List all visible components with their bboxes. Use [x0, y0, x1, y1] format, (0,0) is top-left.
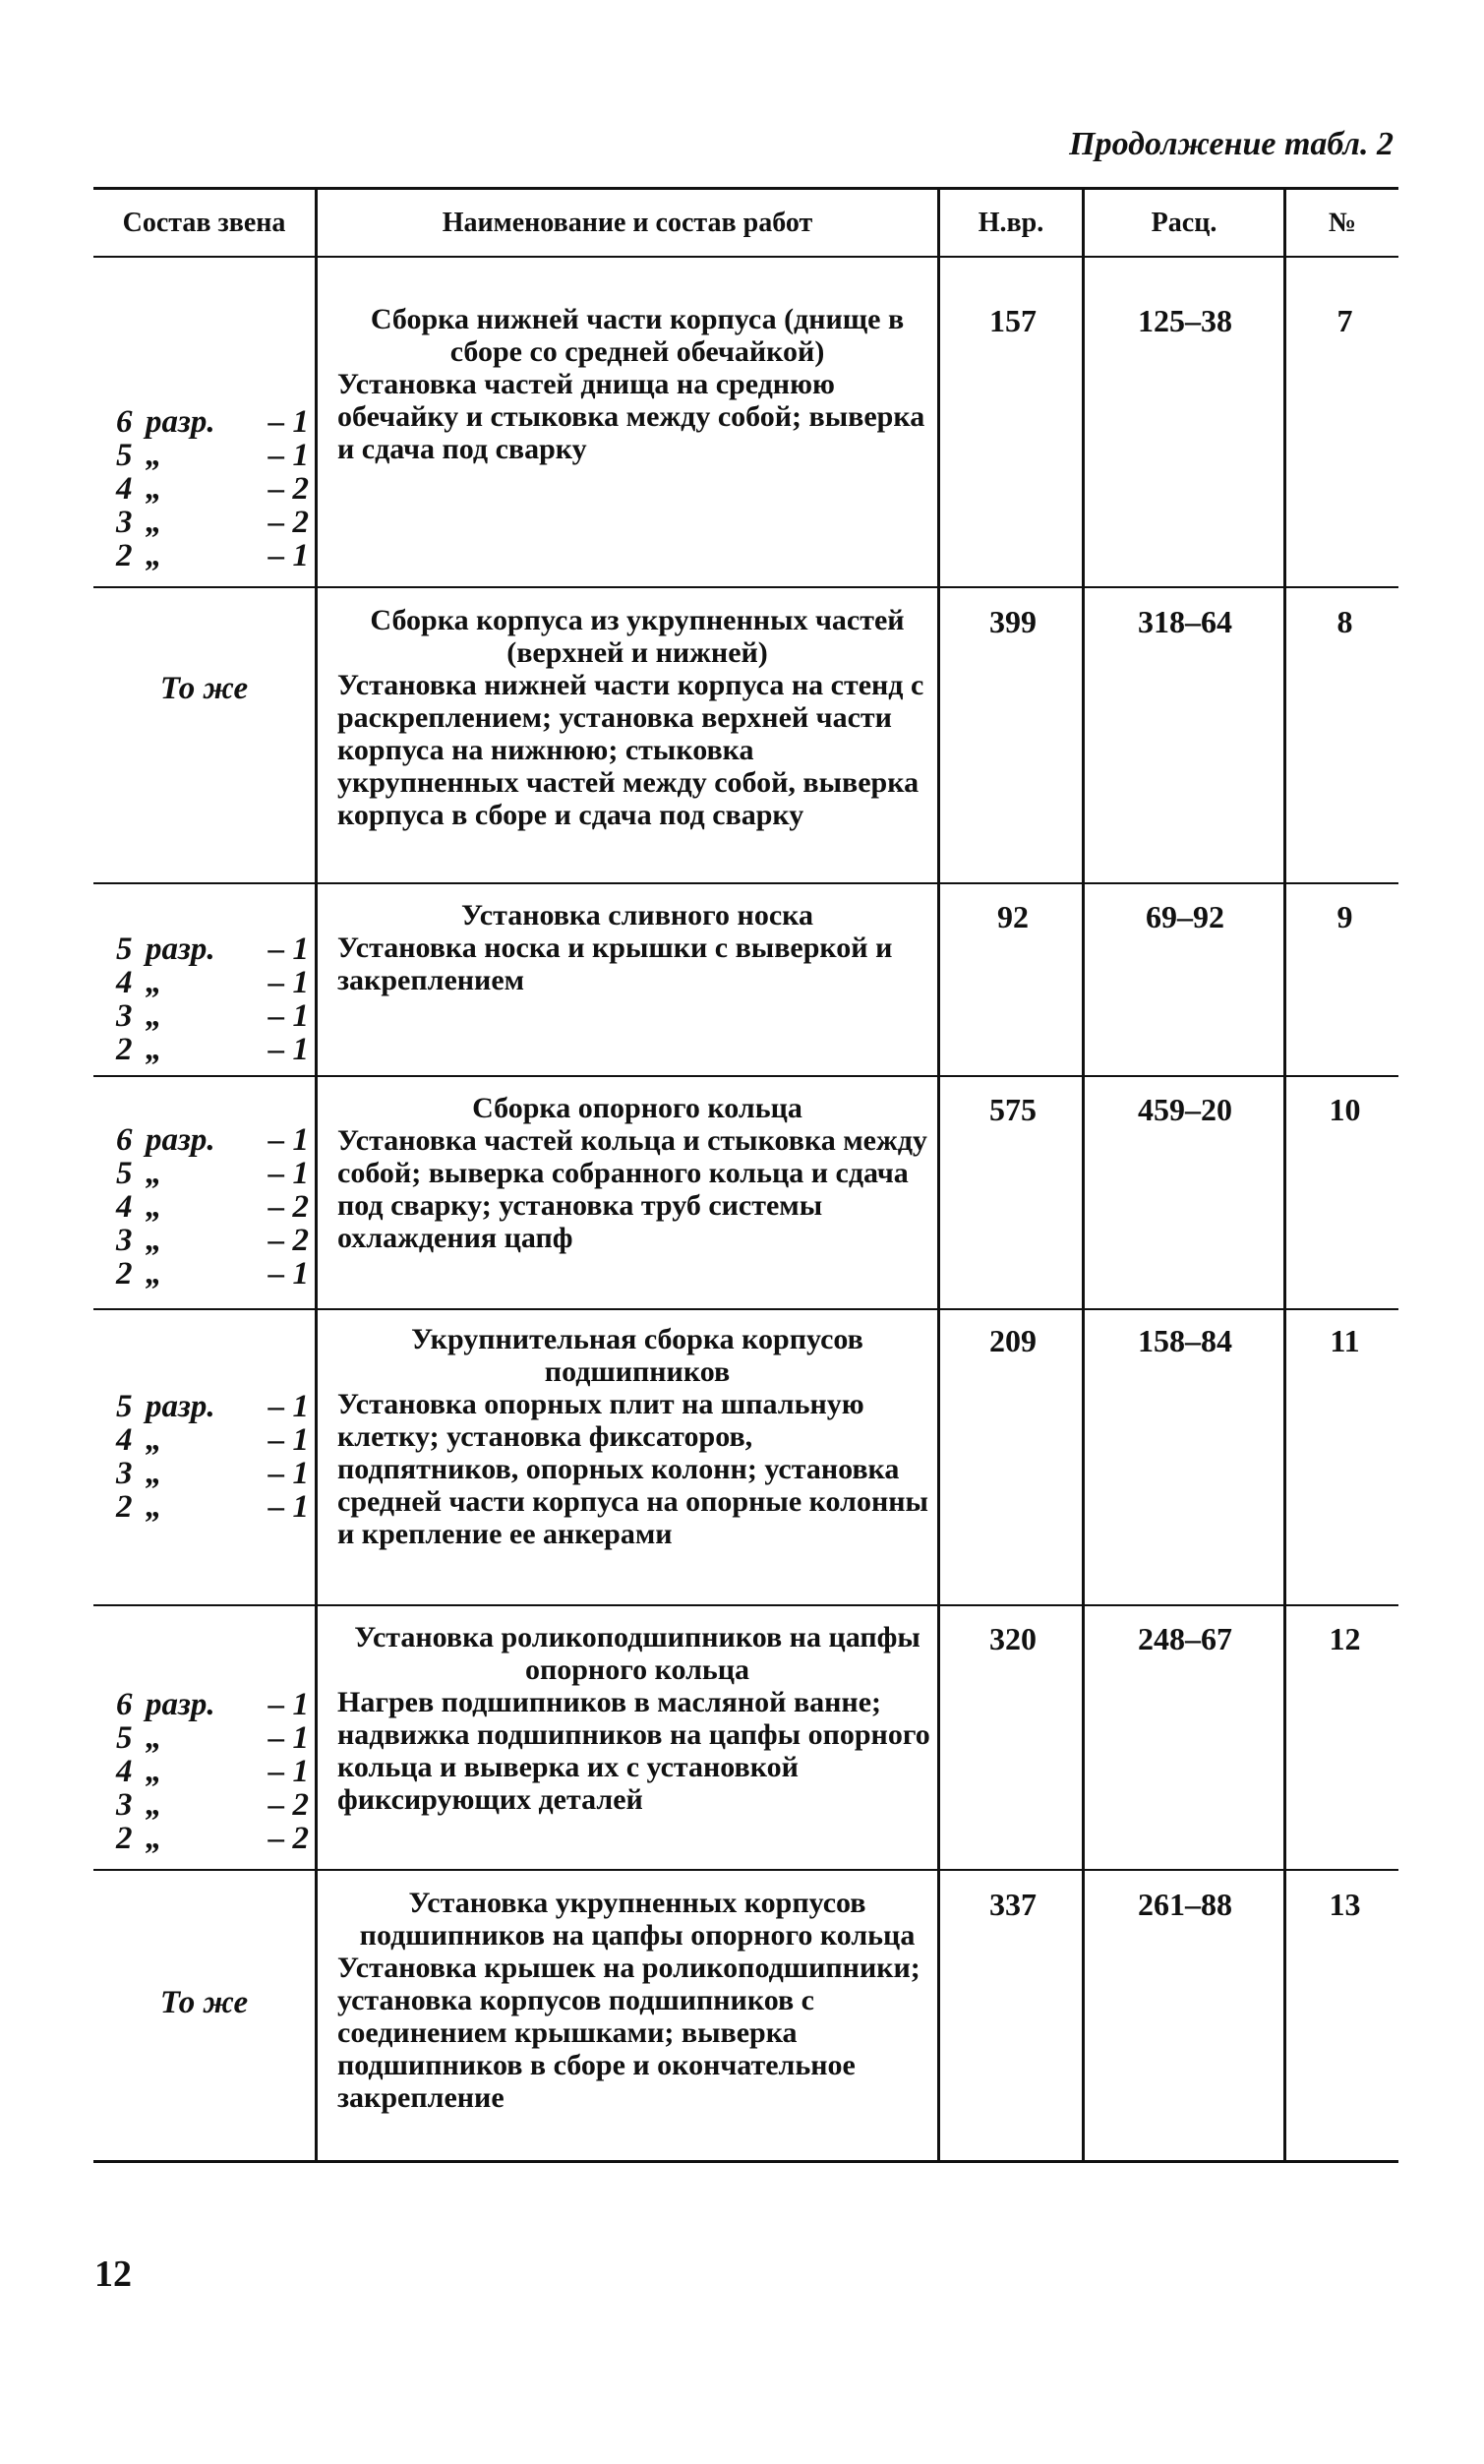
rate-value: 158–84 — [1138, 1323, 1232, 1358]
team-line: 6 разр. – 1 — [116, 404, 309, 440]
rate-value: 69–92 — [1146, 899, 1224, 934]
header-number: № — [1328, 208, 1357, 238]
team-line: 3 „ – 2 — [116, 505, 309, 540]
row-divider — [93, 1308, 1398, 1310]
work-description: Установка носка и крышки с выверкой и закреплением — [337, 932, 893, 996]
team-line: 2 „ – 1 — [116, 538, 309, 573]
header-work: Наименование и состав работ — [442, 208, 813, 238]
table-caption: Продолжение табл. 2 — [1069, 126, 1394, 162]
team-line: 5 „ – 1 — [116, 1156, 309, 1191]
team-line: 3 „ – 1 — [116, 1456, 309, 1491]
row-divider — [93, 882, 1398, 884]
team-line: 4 „ – 1 — [116, 1754, 309, 1789]
work-cell — [337, 1323, 937, 1550]
work-title: Сборка корпуса из укрупненных частей (верхней и нижней) — [370, 604, 905, 669]
team-line: 4 „ – 1 — [116, 965, 309, 1000]
row-divider — [93, 1604, 1398, 1606]
work-cell — [337, 604, 937, 831]
row-divider — [93, 1075, 1398, 1077]
team-line: 2 „ – 2 — [116, 1821, 309, 1856]
norm-time: 337 — [989, 1887, 1037, 1922]
team-line: 2 „ – 1 — [116, 1489, 309, 1525]
work-description: Нагрев подшипников в масляной ванне; надвижка подшипников на цапфы опорного кольца и выверка их с установкой фиксирующих деталей — [337, 1686, 930, 1816]
work-cell — [337, 1092, 937, 1254]
row-divider — [93, 1869, 1398, 1871]
work-title: Установка укрупненных корпусов подшипников на цапфы опорного кольца — [359, 1887, 916, 1952]
team-line: 5 разр. – 1 — [116, 932, 309, 967]
team-line: 5 разр. – 1 — [116, 1389, 309, 1424]
column-divider — [1283, 187, 1286, 2163]
team-line: 3 „ – 1 — [116, 998, 309, 1034]
work-description: Установка опорных плит на шпальную клетку; установка фиксаторов, подпятников, опорных колонн; установка средней части корпуса на опорные колонны и крепление ее анкерами — [337, 1388, 928, 1550]
work-cell — [337, 1621, 937, 1816]
team-line: 6 разр. – 1 — [116, 1122, 309, 1158]
header-rate: Расц. — [1151, 208, 1217, 238]
team-composition — [116, 1390, 309, 1524]
header-team: Состав звена — [122, 208, 286, 238]
work-description: Установка частей кольца и стыковка между собой; выверка собранного кольца и сдача под сварку; установка труб системы охлаждения цапф — [337, 1124, 927, 1254]
row-number: 8 — [1336, 604, 1353, 639]
column-divider — [1082, 187, 1085, 2163]
norm-time: 320 — [989, 1621, 1037, 1656]
column-divider — [937, 187, 940, 2163]
table-top-rule — [93, 187, 1398, 190]
norm-time: 575 — [989, 1092, 1037, 1127]
row-number: 13 — [1329, 1887, 1361, 1922]
work-cell — [337, 1887, 937, 2114]
row-number: 9 — [1336, 899, 1353, 934]
team-line: 3 „ – 2 — [116, 1223, 309, 1258]
work-description: Установка частей днища на среднюю обечайку и стыковка между собой; выверка и сдача под сварку — [337, 368, 925, 465]
team-line: 6 разр. – 1 — [116, 1687, 309, 1722]
work-description: Установка нижней части корпуса на стенд с раскреплением; установка верхней части корпуса на нижнюю; стыковка укрупненных частей между собой, выверка корпуса в сборе и сдача под сварку — [337, 669, 924, 831]
row-number: 10 — [1329, 1092, 1361, 1127]
team-composition — [116, 1688, 309, 1855]
team-composition — [116, 1123, 309, 1291]
team-line: 4 „ – 1 — [116, 1422, 309, 1458]
team-line: 2 „ – 1 — [116, 1032, 309, 1067]
team-line: 5 „ – 1 — [116, 438, 309, 473]
team-line: 2 „ – 1 — [116, 1256, 309, 1292]
table-bottom-rule — [93, 2160, 1398, 2163]
work-description: Установка крышек на роликоподшипники; установка корпусов подшипников с соединением крышками; выверка подшипников в сборе и окончательное закрепление — [337, 1952, 920, 2114]
rate-value: 459–20 — [1138, 1092, 1232, 1127]
work-title: Сборка опорного кольца — [472, 1092, 802, 1124]
norm-time: 399 — [989, 604, 1037, 639]
work-title: Укрупнительная сборка корпусов подшипников — [411, 1323, 863, 1388]
team-line: 5 „ – 1 — [116, 1720, 309, 1756]
work-title: Сборка нижней части корпуса (днище в сборе со средней обечайкой) — [370, 303, 905, 368]
rate-value: 318–64 — [1138, 604, 1232, 639]
norm-time: 157 — [989, 303, 1037, 338]
header-norm: Н.вр. — [978, 208, 1044, 238]
team-composition — [116, 932, 309, 1066]
team-line: 4 „ – 2 — [116, 471, 309, 507]
work-cell — [337, 899, 937, 996]
team-same: То же — [159, 1985, 249, 2020]
rate-value: 248–67 — [1138, 1621, 1232, 1656]
row-number: 7 — [1336, 303, 1353, 338]
work-title: Установка роликоподшипников на цапфы опорного кольца — [354, 1621, 920, 1686]
row-number: 12 — [1329, 1621, 1361, 1656]
row-divider — [93, 586, 1398, 588]
header-bottom-rule — [93, 256, 1398, 258]
column-divider — [315, 187, 318, 2163]
norm-time: 209 — [989, 1323, 1037, 1358]
rate-value: 261–88 — [1138, 1887, 1232, 1922]
work-cell — [337, 303, 937, 465]
work-title: Установка сливного носка — [461, 899, 813, 932]
team-line: 4 „ – 2 — [116, 1189, 309, 1225]
team-same: То же — [159, 671, 249, 706]
norm-time: 92 — [997, 899, 1029, 934]
page-number: 12 — [94, 2254, 132, 2295]
rate-value: 125–38 — [1138, 303, 1232, 338]
team-composition — [116, 405, 309, 572]
row-number: 11 — [1330, 1323, 1360, 1358]
team-line: 3 „ – 2 — [116, 1787, 309, 1823]
